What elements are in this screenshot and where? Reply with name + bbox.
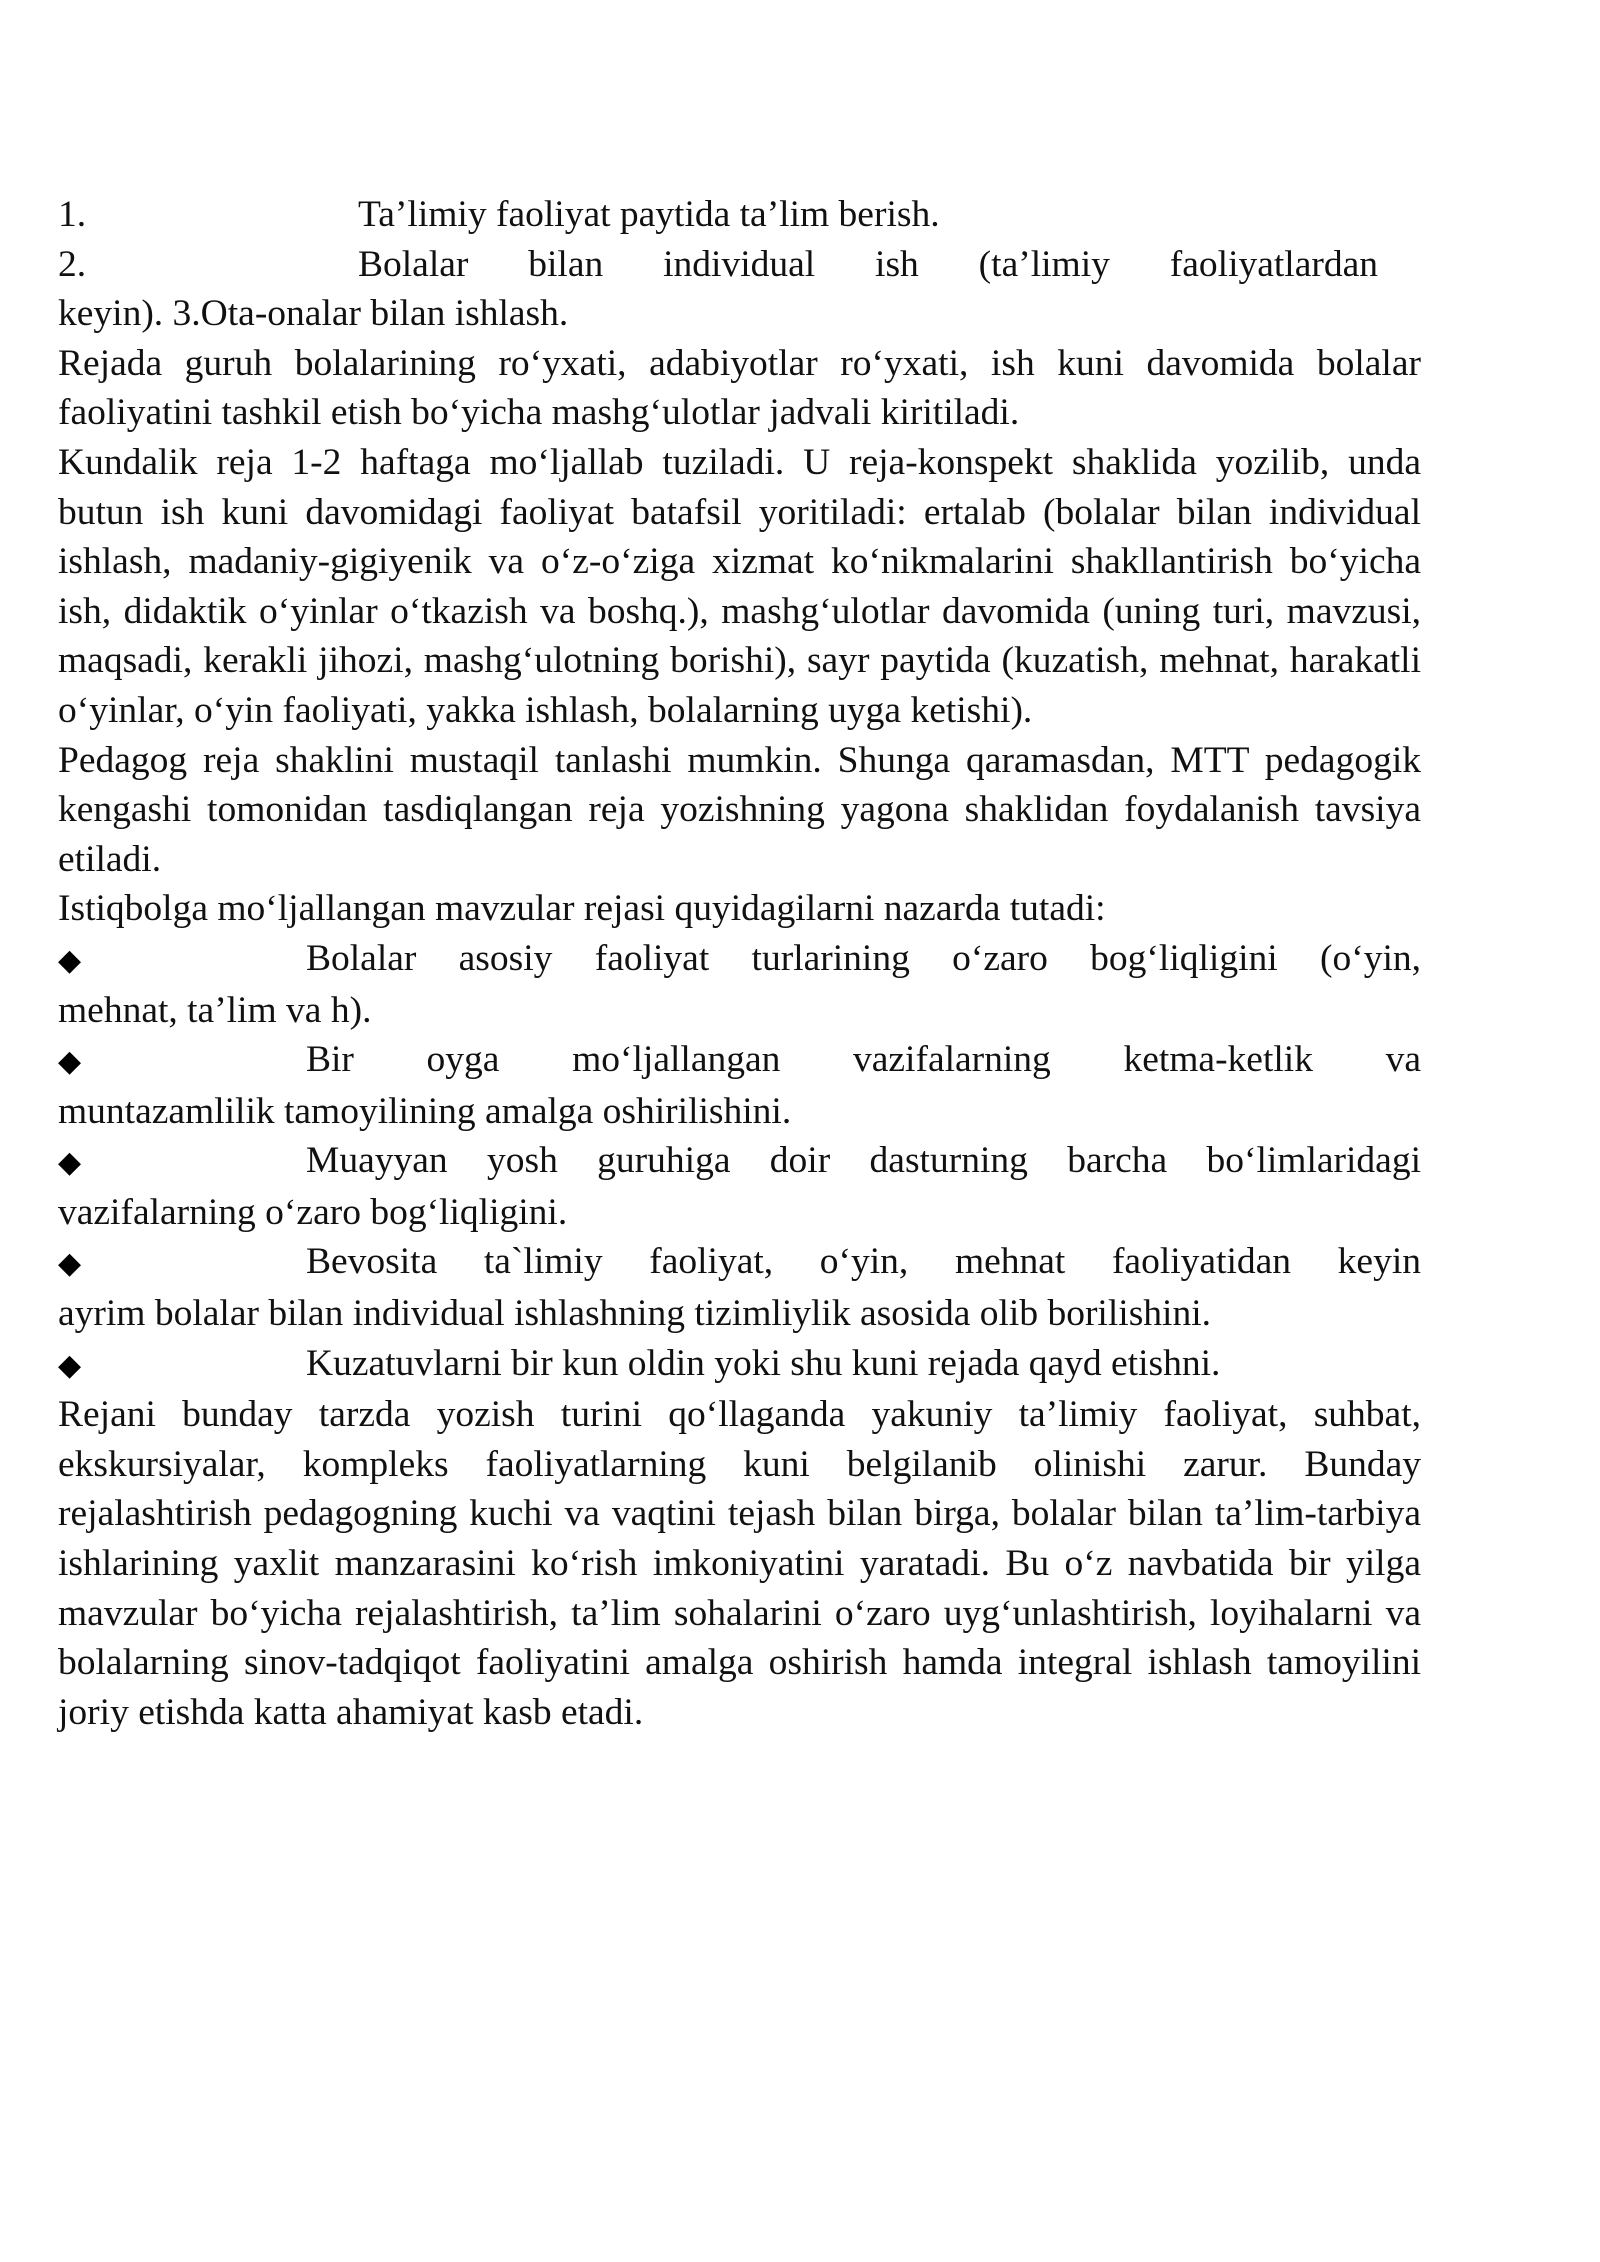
bullet-text-continuation: mehnat, ta’lim va h). — [58, 989, 372, 1031]
bullet-first-line — [58, 934, 1421, 986]
paragraph-thematic-plan-intro: Istiqbolga mo‘ljallangan mavzular rejasi quyidagilarni nazarda tutadi: — [58, 888, 1106, 930]
bullet-first-line — [58, 1237, 1421, 1289]
paragraph-closing: Rejani bunday tarzda yozish turini qo‘llaganda yakuniy ta’limiy faoliyat, suhbat, ekskursiyalar, kompleks faoliyatlarning kuni belgilanib olinishi zarur. Bunday rejalashtirish pedagogning kuchi va vaqtini tejash bilan birga, bolalar bilan ta’lim-tarbiya ishlarining yaxlit manzarasini ko‘rish imkoniyatini yaratadi. Bu o‘z navbatida bir yilga mavzular bo‘yicha rejalashtirish, ta’lim sohalarini o‘zaro uyg‘unlashtirish, loyihalarni va bolalarning sinov-tadqiqot faoliyatini amalga oshirish hamda integral ishlash tamoyilini joriy etishda katta ahamiyat kasb etadi. — [58, 1394, 1421, 1733]
bullet-text: Bir oyga mo‘ljallangan vazifalarning ketma-ketlik va — [306, 1039, 1421, 1081]
bullet-text-continuation: muntazamlilik tamoyilining amalga oshirilishini. — [58, 1090, 792, 1132]
bullet-item — [58, 934, 1421, 1035]
list-number: 1. — [58, 194, 87, 235]
bullet-item — [58, 1339, 1421, 1391]
numbered-item-2-continuation: keyin). 3.Ota-onalar bilan ishlash. — [58, 293, 569, 335]
paragraph-plan-contents: Rejada guruh bolalarining ro‘yxati, adabiyotlar ro‘yxati, ish kuni davomida bolalar faoliyatini tashkil etish bo‘yicha mashg‘ulotlar jadvali kiritiladi. — [58, 342, 1421, 434]
diamond-bullet-icon: ◆ — [58, 942, 82, 978]
bullet-text: Muayyan yosh guruhiga doir dasturning barcha bo‘limlaridagi — [306, 1140, 1421, 1182]
diamond-bullet-icon: ◆ — [58, 1246, 82, 1282]
bullet-text: Bevosita ta`limiy faoliyat, o‘yin, mehnat faoliyatidan keyin — [306, 1241, 1421, 1283]
paragraph-plan-form: Pedagog reja shaklini mustaqil tanlashi mumkin. Shunga qaramasdan, MTT pedagogik kengashi tomonidan tasdiqlangan reja yozishning yagona shaklidan foydalanish tavsiya etiladi. — [58, 739, 1421, 880]
bullet-text: Kuzatuvlarni bir kun oldin yoki shu kuni rejada qayd etishni. — [306, 1342, 1221, 1384]
list-number: 2. — [58, 243, 87, 285]
numbered-item-1 — [58, 190, 1421, 240]
document-page — [58, 190, 1421, 1737]
bullet-text-continuation: vazifalarning o‘zaro bog‘liqligini. — [58, 1191, 568, 1233]
diamond-bullet-icon: ◆ — [58, 1044, 82, 1080]
bullet-item — [58, 1035, 1421, 1136]
bullet-first-line — [58, 1035, 1421, 1087]
diamond-bullet-icon: ◆ — [58, 1347, 82, 1383]
paragraph-daily-plan: Kundalik reja 1-2 haftaga mo‘ljallab tuziladi. U reja-konspekt shaklida yozilib, unda butun ish kuni davomidagi faoliyat batafsil yoritiladi: ertalab (bolalar bilan individual ishlash, madaniy-gigiyenik va o‘z-o‘ziga xizmat ko‘nikmalarini shakllantirish bo‘yicha ish, didaktik o‘yinlar o‘tkazish va boshq.), mashg‘ulotlar davomida (uning turi, mavzusi, maqsadi, kerakli jihozi, mashg‘ulotning borishi), sayr paytida (kuzatish, mehnat, harakatli o‘yinlar, o‘yin faoliyati, yakka ishlash, bolalarning uyga ketishi). — [58, 441, 1421, 731]
bullet-first-line — [58, 1136, 1421, 1188]
list-item-text: Bolalar bilan individual ish (ta’limiy faoliyatlardan — [358, 243, 1378, 285]
bullet-item — [58, 1237, 1421, 1338]
diamond-bullet-icon: ◆ — [58, 1145, 82, 1181]
bullet-text: Bolalar asosiy faoliyat turlarining o‘zaro bog‘liqligini (o‘yin, — [306, 937, 1421, 979]
list-item-text: Ta’limiy faoliyat paytida ta’lim berish. — [358, 194, 940, 235]
bullet-item — [58, 1136, 1421, 1237]
numbered-item-2 — [58, 240, 1421, 290]
bullet-text-continuation: ayrim bolalar bilan individual ishlashning tizimliylik asosida olib borilishini. — [58, 1293, 1211, 1335]
bullet-first-line — [58, 1339, 1421, 1391]
